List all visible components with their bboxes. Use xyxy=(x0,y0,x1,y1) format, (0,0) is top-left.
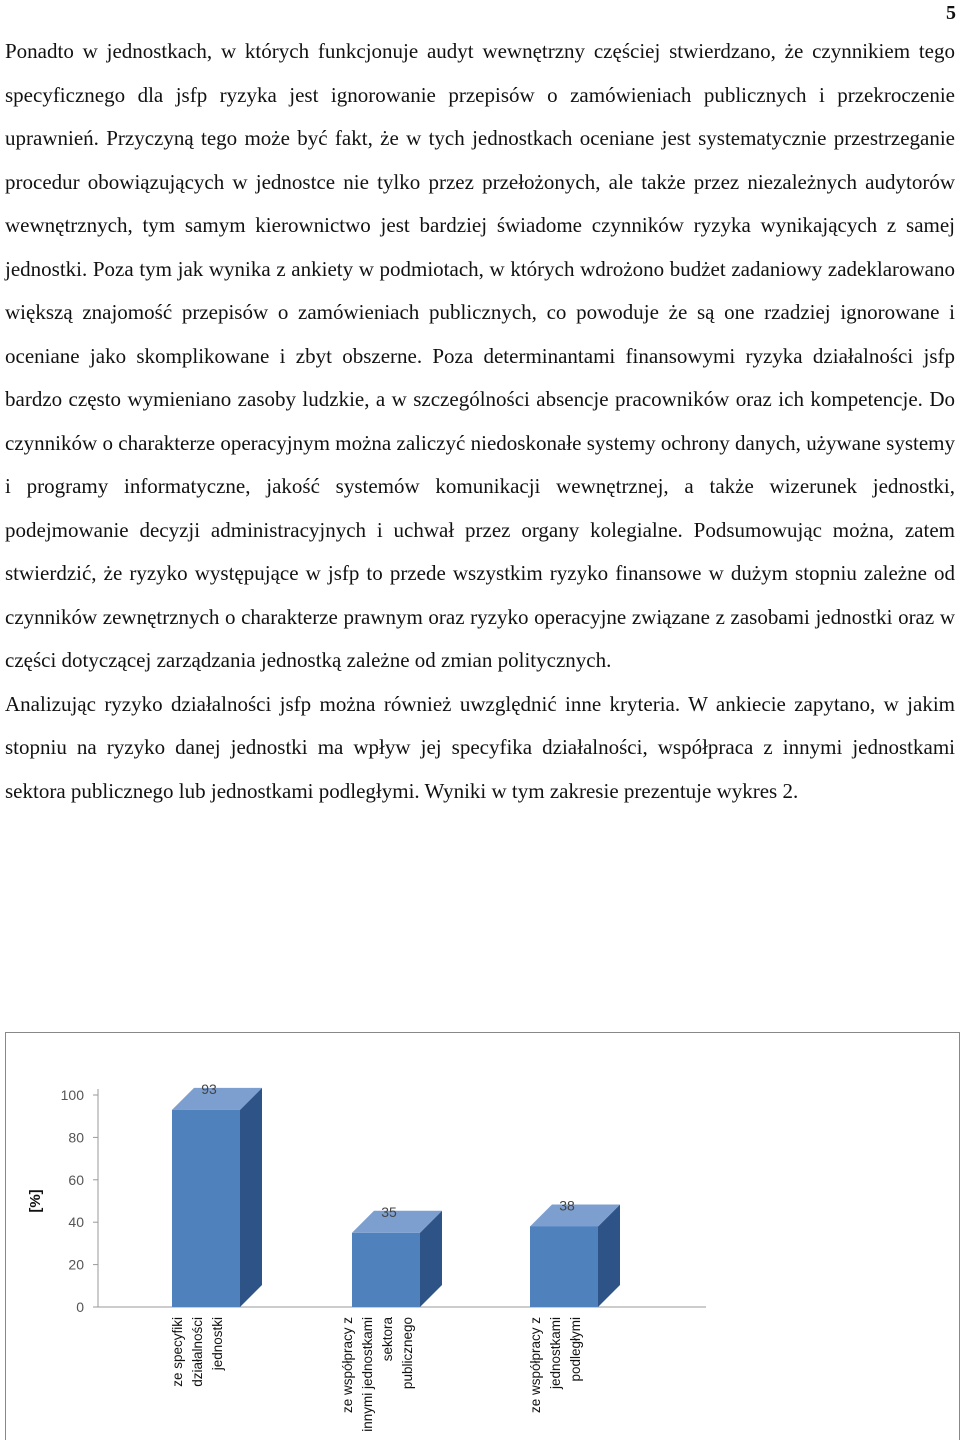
category-label-line: ze współpracy z xyxy=(340,1317,355,1414)
y-tick-label: 20 xyxy=(68,1256,84,1273)
bar xyxy=(530,1226,598,1307)
page-number: 5 xyxy=(946,2,956,24)
bar-side xyxy=(240,1088,262,1307)
category-label xyxy=(528,1317,583,1413)
y-tick-label: 100 xyxy=(60,1087,84,1103)
bar-chart-frame xyxy=(5,1032,960,1440)
body-text xyxy=(5,30,955,813)
data-label: 93 xyxy=(201,1080,217,1097)
category-label-line: jednostki xyxy=(210,1317,225,1371)
paragraph-2: Analizując ryzyko działalności jsfp można również uwzględnić inne kryteria. W ankiecie zapytano, w jakim stopniu na ryzyko danej jednostki ma wpływ jej specyfika działalności, współpraca z innymi jednostkami sektora publicznego lub jednostkami podległymi. Wyniki w tym zakresie prezentuje wykres 2. xyxy=(5,691,955,803)
category-label xyxy=(340,1317,415,1432)
data-label: 38 xyxy=(559,1197,575,1214)
y-axis-label: [%] xyxy=(27,1189,44,1213)
y-tick-label: 60 xyxy=(68,1171,84,1188)
category-label-line: jednostkami xyxy=(548,1317,563,1390)
category-label-line: działalności xyxy=(190,1317,205,1387)
category-label xyxy=(170,1317,225,1387)
category-label-line: podległymi xyxy=(568,1317,583,1382)
category-label-line: publicznego xyxy=(400,1317,415,1390)
bar xyxy=(352,1233,420,1307)
bar-chart xyxy=(6,1033,959,1441)
y-tick-label: 80 xyxy=(68,1129,84,1146)
category-label-line: sektora xyxy=(380,1317,395,1362)
category-label-line: ze specyfiki xyxy=(170,1317,185,1387)
bar xyxy=(172,1110,240,1307)
data-label: 35 xyxy=(381,1203,397,1220)
y-tick-label: 40 xyxy=(68,1214,84,1231)
category-label-line: ze współpracy z xyxy=(528,1317,543,1414)
y-tick-label: 0 xyxy=(76,1299,84,1315)
category-label-line: innymi jednostkami xyxy=(360,1317,375,1432)
paragraph-1: Ponadto w jednostkach, w których funkcjonuje audyt wewnętrzny częściej stwierdzano, że czynnikiem tego specyficznego dla jsfp ryzyka jest ignorowanie przepisów o zamówieniach publicznych i przekroczenie uprawnień. Przyczyną tego może być fakt, że w tych jednostkach oceniane jest systematycznie przestrzeganie procedur obowiązujących w jednostce nie tylko przez przełożonych, ale także przez niezależnych audytorów wewnętrznych, tym samym kierownictwo jest bardziej świadome czynników ryzyka wynikających z samej jednostki. Poza tym jak wynika z ankiety w podmiotach, w których wdrożono budżet zadaniowy zadeklarowano większą znajomość przepisów o zamówieniach publicznych, co powoduje że są one rzadziej ignorowane i oceniane jako skomplikowane i zbyt obszerne. Poza determinantami finansowymi ryzyka działalności jsfp bardzo często wymieniano zasoby ludzkie, a w szczególności absencje pracowników oraz ich kompetencje. Do czynników o charakterze operacyjnym można zaliczyć niedoskonałe systemy ochrony danych, używane systemy i programy informatyczne, jakość systemów komunikacji wewnętrznej, a także wizerunek jednostki, podejmowanie decyzji administracyjnych i uchwał przez organy kolegialne. Podsumowując można, zatem stwierdzić, że ryzyko występujące w jsfp to przede wszystkim ryzyko finansowe w dużym stopniu zależne od czynników zewnętrznych o charakterze prawnym oraz ryzyko operacyjne związane z zasobami jednostki oraz w części dotyczącej zarządzania jednostką zależne od zmian politycznych. xyxy=(5,39,955,672)
